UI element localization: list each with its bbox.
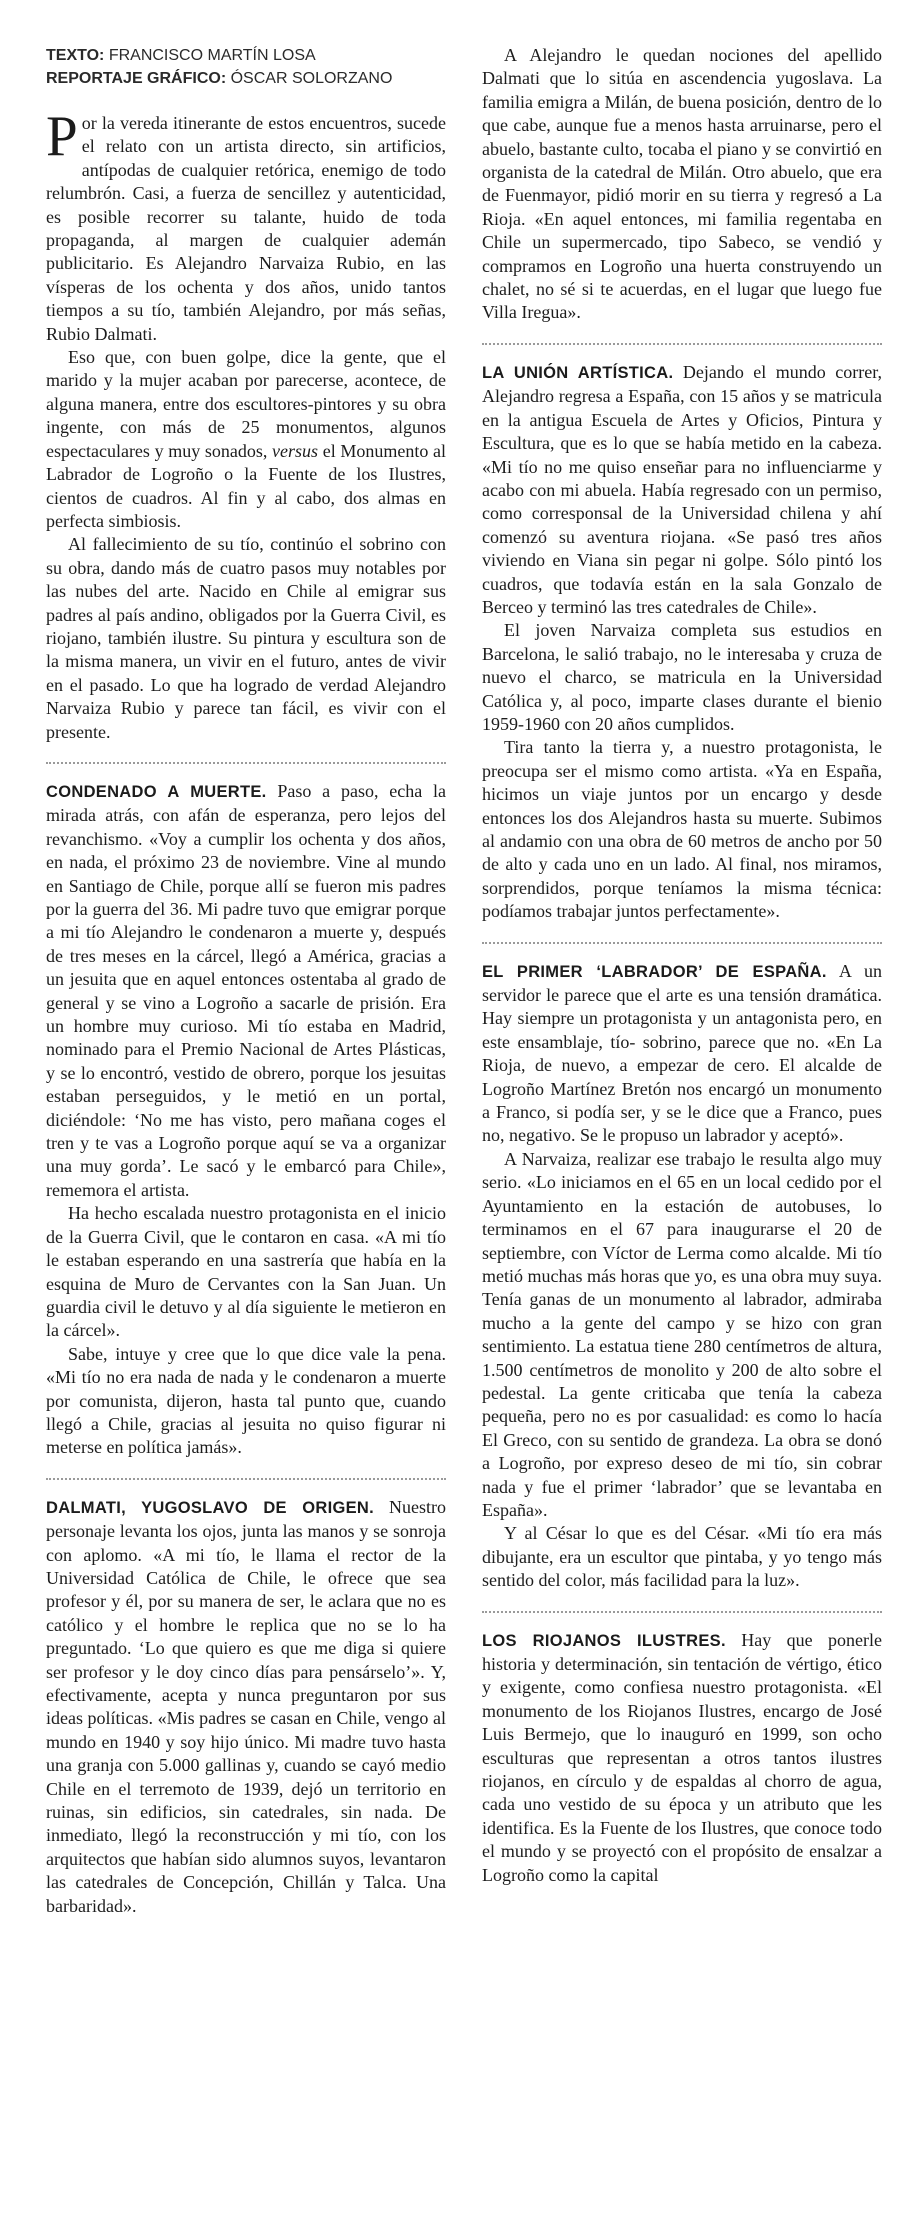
body-paragraph	[46, 346, 446, 533]
photo-credit	[46, 67, 446, 90]
photo-credit-name: ÓSCAR SOLORZANO	[226, 70, 393, 87]
section-paragraph	[482, 1629, 882, 1887]
section-heading: CONDENADO A MUERTE.	[46, 782, 267, 801]
body-paragraph-text: Eso que, con buen golpe, dice la gente, que el marido y la mujer acaban por parecerse, acontece, de alguna manera, entre dos escultores-pintores y su obra ingente, con más de 25 monumentos, algunos espectaculares y muy sonados,	[46, 347, 446, 461]
article-column-right	[482, 44, 882, 2221]
section-paragraph	[482, 960, 882, 1148]
body-paragraph-text: el Monumento al Labrador de Logroño o la Fuente de los Ilustres, cientos de cuadros. Al fin y al cabo, dos almas en perfecta simbiosis.	[46, 440, 446, 531]
body-paragraph: A Narvaiza, realizar ese trabajo le resulta algo muy serio. «Lo iniciamos en el 65 en un local cedido por el Ayuntamiento en la estación de autobuses, lo terminamos en el 67 para inaugurarse el 20 de septiembre, con Víctor de Lerma como alcalde. Mi tío metió muchas más horas que yo, es una obra muy suya. Tenía ganas de un monumento al labrador, admiraba mucho a la gente del campo y se hizo con gran sentimiento. La estatua tiene 280 centímetros de altura, 1.500 centímetros de monolito y 200 de alto sobre el pedestal. La gente criticaba que tenía la cabeza pequeña, pero no es por casualidad: es como lo hacía El Greco, con su sentido de grandeza. La obra se donó a Logroño, por expreso deseo de mi tío, sin cobrar nada y fue el primer ‘labrador’ que se levantaba en España».	[482, 1148, 882, 1520]
section-paragraph	[46, 1496, 446, 1918]
body-paragraph: Sabe, intuye y cree que lo que dice vale la pena. «Mi tío no era nada de nada y le condenaron a muerte por comunista, dijeron, hasta tal punto que, cuando llegó a Chile, gracias al jesuita no quiso figurar ni meterse en política jamás».	[46, 1343, 446, 1458]
section-divider	[46, 762, 446, 764]
photo-credit-label: REPORTAJE GRÁFICO:	[46, 70, 227, 87]
body-paragraph: El joven Narvaiza completa sus estudios en Barcelona, le salió trabajo, no le interesaba y cruza de nuevo el charco, se matricula en la Universidad Católica y, al poco, imparte clases durante el bienio 1959-1960 con 20 años cumplidos.	[482, 620, 882, 734]
section-heading: EL PRIMER ‘LABRADOR’ DE ESPAÑA.	[482, 962, 827, 981]
section-paragraph-text: Nuestro personaje levanta los ojos, junta las manos y se sonroja con aplomo. «A mi tío, le llama el rector de la Universidad Católica de Chile, le ofrece que sea profesor y él, por su manera de ser, le aclara que no es católico y el hombre le replica que no se lo ha preguntado. ‘Lo que quiero es que me diga si quiere ser profesor y le doy cinco días para pensárselo’». Y, efectivamente, acepta y nunca preguntaron por sus ideas políticas. «Mis padres se casan en Chile, vengo al mundo en 1940 y soy hijo único. Mi madre tuvo hasta una granja con 5.000 gallinas y, cuando se cayó medio Chile en el terremoto de 1939, dejó un territorio en ruinas, sin edificios, sin catedrales, sin nada. De inmediato, llegó la reconstrucción y mi tío, con los arquitectos que habían sido alumnos suyos, levantaron las catedrales de Concepción, Chillán y Talca. Una barbaridad».	[46, 1496, 446, 1916]
body-paragraph: Y al César lo que es del César. «Mi tío era más dibujante, era un escultor que pintaba, y yo tengo más sentido del color, más facilidad para la luz».	[482, 1523, 882, 1591]
section-paragraph-text: A un servidor le parece que el arte es una tensión dramática. Hay siempre un protagonista y un antagonista pero, en este ensamblaje, tío- sobrino, parece que no. «En La Rioja, de nuevo, a empezar de cero. El alcalde de Logroño Martínez Bretón nos encargó un monumento a Franco, si podía ser, y se le dice que a Franco, pues no, negativo. Se le propuso un labrador y aceptó».	[482, 960, 883, 1146]
article-credits	[46, 44, 446, 90]
body-paragraph: Tira tanto la tierra y, a nuestro protagonista, le preocupa ser el mismo como artista. «Ya en España, hicimos un viaje juntos por un encargo y desde entonces los dos Alejandros hasta su muerte. Subimos al andamio con una obra de 60 metros de ancho por 50 de alto y cada uno en un lado. Al final, nos miramos, sorprendidos, porque teníamos la misma técnica: podíamos trabajar juntos perfectamente».	[482, 737, 882, 922]
drop-cap: P	[46, 105, 78, 168]
section-paragraph	[46, 780, 446, 1202]
section-paragraph-text: Paso a paso, echa la mirada atrás, con afán de esperanza, pero lejos del revanchismo. «Voy a cumplir los ochenta y dos años, en nada, el próximo 23 de noviembre. Vine al mundo en Santiago de Chile, porque allí se fueron mis padres por la guerra del 36. Mi padre tuvo que emigrar porque a mi tío Alejandro le condenaron a muerte y, después de tres meses en la cárcel, llegó a América, gracias a un jesuita que en aquel entonces ostentaba al grado de general y se vino a Logroño a sacarle de prisión. Era un hombre muy curioso. Mi tío estaba en Madrid, nominado para el Premio Nacional de Artes Plásticas, y se lo encontró, vestido de obrero, porque los jesuitas estaban perseguidos, y le metió en un portal, diciéndole: ‘No me has visto, pero mañana coges el tren y te vas a Logroño porque aquí se va a organizar una muy gorda’. Le sacó y le embarcó para Chile», rememora el artista.	[46, 780, 446, 1200]
author-credit	[46, 44, 446, 67]
section-divider	[482, 942, 882, 944]
intro-paragraph-text: or la vereda itinerante de estos encuentros, sucede el relato con un artista directo, sin artificios, antípodas de cualquier retórica, enemigo de todo relumbrón. Casi, a fuerza de sencillez y autenticidad, es posible recorrer su talante, huido de toda propaganda, al margen de cualquier ademán publicitario. Es Alejandro Narvaiza Rubio, en las vísperas de los ochenta y dos años, unido tantos tiempos a su tío, también Alejandro, por más señas, Rubio Dalmati.	[46, 113, 446, 344]
body-paragraph: Al fallecimiento de su tío, continúo el sobrino con su obra, dando más de cuatro pasos muy notables por las nubes del arte. Nacido en Chile al emigrar sus padres al país andino, obligados por la Guerra Civil, es riojano, también ilustre. Su pintura y escultura son de la misma manera, un vivir en el futuro, antes de vivir en el pasado. Lo que ha logrado de verdad Alejandro Narvaiza Rubio y parece tan fácil, es vivir con el presente.	[46, 534, 446, 742]
emphasis-text: versus	[272, 440, 319, 461]
section-heading: LOS RIOJANOS ILUSTRES.	[482, 1631, 726, 1650]
section-paragraph-text: Hay que ponerle historia y determinación, sin tentación de vértigo, ético y exigente, como confiesa nuestro protagonista. «El monumento de los Riojanos Ilustres, encargo de José Luis Bermejo, que lo inauguró en 1999, son ocho esculturas que representan a otros tantos ilustres riojanos, en círculo y de espaldas al chorro de agua, cada uno vestido de su época y un atributo que les identifica. Es la Fuente de los Ilustres, que conoce todo el mundo y se proyectó con el propósito de ensalzar a Logroño como la capital	[482, 1629, 882, 1885]
body-paragraph: Ha hecho escalada nuestro protagonista en el inicio de la Guerra Civil, que le contaron en casa. «A mi tío le estaban esperando en una sastrería que había en la esquina de Muro de Cervantes con la San Juan. Un guardia civil le detuvo y al día siguiente le metieron en la cárcel».	[46, 1203, 446, 1341]
section-divider	[46, 1478, 446, 1480]
author-credit-label: TEXTO:	[46, 47, 105, 64]
section-paragraph-text: Dejando el mundo correr, Alejandro regresa a España, con 15 años y se matricula en la antigua Escuela de Artes y Oficios, Pintura y Escultura, que es lo que se había metido en la cabeza. «Mi tío no me quiso enseñar para no influenciarme y acabo con mi abuela. Había regresado con un permiso, como corresponsal de la Universidad chilena y ahí comenzó su aventura riojana. «Se pasó tres años viviendo en Viana sin pegar ni golpe. Sólo pintó los cuadros, que todavía están en la sala Gonzalo de Berceo y terminó las tres catedrales de Chile».	[482, 361, 882, 617]
section-heading: DALMATI, YUGOSLAVO DE ORIGEN.	[46, 1498, 375, 1517]
article-column-left	[46, 44, 446, 2221]
intro-paragraph	[46, 105, 446, 346]
author-credit-name: FRANCISCO MARTÍN LOSA	[104, 47, 316, 64]
section-divider	[482, 343, 882, 345]
body-paragraph: A Alejandro le quedan nociones del apellido Dalmati que lo sitúa en ascendencia yugoslava. La familia emigra a Milán, de buena posición, dentro de lo que cabe, aunque fue a menos hasta arruinarse, pero el abuelo, bastante culto, tocaba el piano y se convirtió en organista de la catedral de Milán. Otro abuelo, que era de Fuenmayor, pidió morir en su tierra y regresó a La Rioja. «En aquel entonces, mi familia regentaba en Chile un supermercado, tipo Sabeco, se vendió y compramos en Logroño una huerta construyendo un chalet, no sé si te acuerdas, en el lugar que luego fue Villa Iregua».	[482, 45, 882, 323]
section-heading: LA UNIÓN ARTÍSTICA.	[482, 363, 674, 382]
section-divider	[482, 1611, 882, 1613]
section-paragraph	[482, 361, 882, 619]
